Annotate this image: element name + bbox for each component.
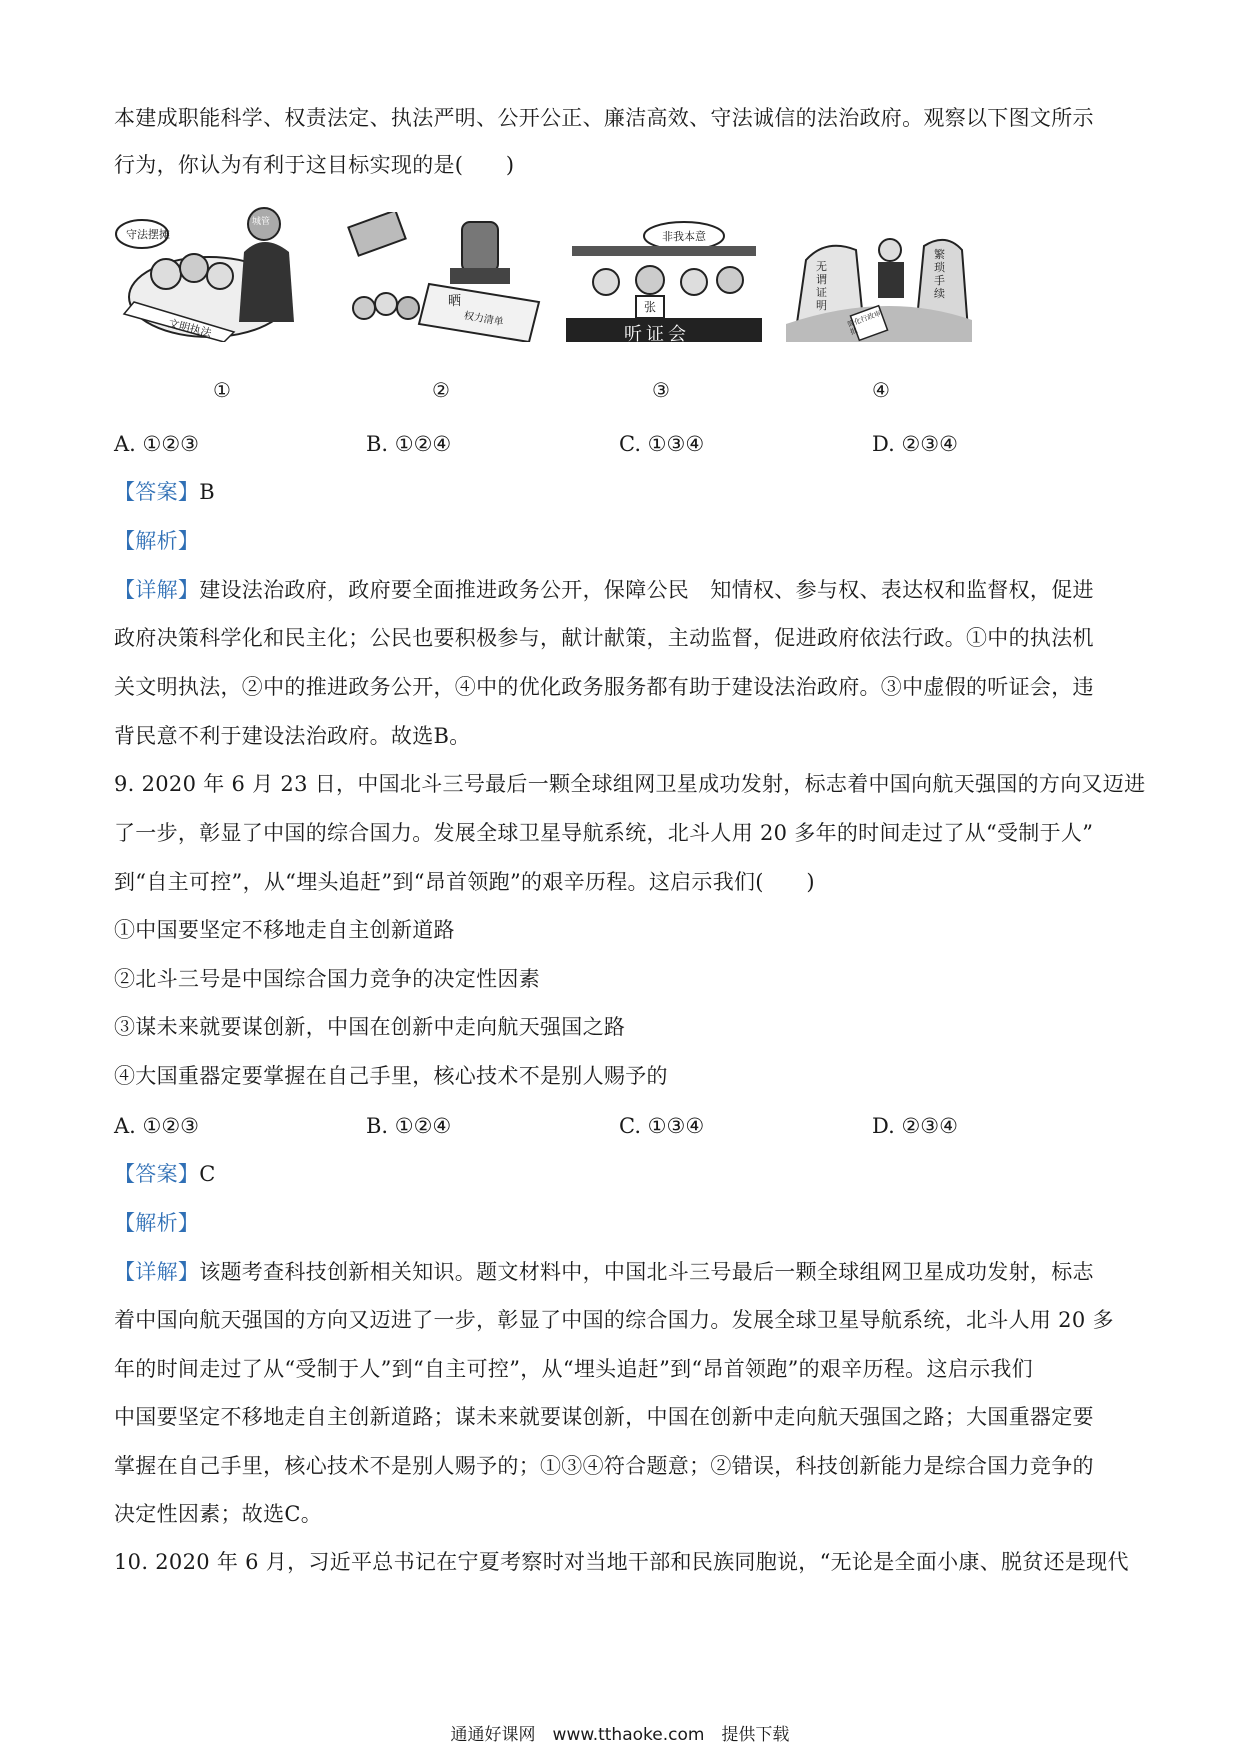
image-1-label-banner: 文明执法 xyxy=(166,316,213,341)
q9-option-d: D. ②③④ xyxy=(872,1114,958,1138)
q8-image-2-caption: ② xyxy=(432,378,450,402)
q9-statement-1: ①中国要坚定不移地走自主创新道路 xyxy=(114,918,455,942)
q9-answer-line xyxy=(114,1160,216,1188)
q8-analysis-tag: 【解析】 xyxy=(114,529,200,553)
image-2-label-sun: 晒 xyxy=(448,294,462,309)
q8-answer-line xyxy=(114,478,215,506)
q9-stem-line-1: 9. 2020 年 6 月 23 日，中国北斗三号最后一颗全球组网卫星成功发射，标志着中国向航天强国的方向又迈进 xyxy=(114,772,1146,796)
q9-answer: C xyxy=(199,1162,216,1186)
q8-option-b: B. ①②④ xyxy=(366,432,452,456)
q9-option-b: B. ①②④ xyxy=(366,1114,452,1138)
q8-detail-tag: 【详解】 xyxy=(114,578,200,602)
q8-image-3-caption: ③ xyxy=(652,378,670,402)
image-3-label-bubble: 非我本意 xyxy=(662,230,706,243)
q9-statement-4: ④大国重器定要掌握在自己手里，核心技术不是别人赐予的 xyxy=(114,1064,668,1088)
image-1-label-sign: 守法摆摊 xyxy=(126,228,170,241)
q8-answer-tag: 【答案】 xyxy=(114,480,200,504)
page-footer: 通通好课网 www.tthaoke.com 提供下载 xyxy=(450,1725,790,1745)
image-3-label-card: 张 xyxy=(644,300,657,314)
q8-detail-line-3: 关文明执法，②中的推进政务公开，④中的优化政务服务都有助于建设法治政府。③中虚假的听证会，违 xyxy=(114,675,1094,699)
image-1-label-cap: 城管 xyxy=(252,217,271,227)
image-4-label-left-rock: 无谓证明 xyxy=(816,260,827,312)
q9-option-a: A. ①②③ xyxy=(114,1114,199,1138)
q9-answer-tag: 【答案】 xyxy=(114,1162,200,1186)
q8-image-4 xyxy=(786,220,972,342)
q8-image-1 xyxy=(114,192,300,342)
q8-stem-line-1: 本建成职能科学、权责法定、执法严明、公开公正、廉洁高效、守法诚信的法治政府。观察以下图文所示 xyxy=(114,106,1094,130)
q9-stem-line-2: 了一步，彰显了中国的综合国力。发展全球卫星导航系统，北斗人用 20 多年的时间走过了从“受制于人” xyxy=(114,821,1094,845)
q8-detail-line-2: 政府决策科学化和民主化；公民也要积极参与，献计献策，主动监督，促进政府依法行政。①中的执法机 xyxy=(114,626,1094,650)
q10-stem-line-1: 10. 2020 年 6 月，习近平总书记在宁夏考察时对当地干部和民族同胞说，“无论是全面小康、脱贫还是现代 xyxy=(114,1550,1129,1574)
q8-answer: B xyxy=(199,480,215,504)
q9-detail-line-1: 【详解】该题考查科技创新相关知识。题文材料中，中国北斗三号最后一颗全球组网卫星成功发射，标志 xyxy=(114,1260,1094,1284)
q8-option-c: C. ①③④ xyxy=(619,432,705,456)
q9-statement-3: ③谋未来就要谋创新，中国在创新中走向航天强国之路 xyxy=(114,1015,626,1039)
q8-image-2 xyxy=(344,212,544,342)
q9-detail-line-3: 年的时间走过了从“受制于人”到“自主可控”，从“埋头追赶”到“昂首领跑”的艰辛历程。这启示我们 xyxy=(114,1357,1033,1381)
q9-detail-line-6: 决定性因素；故选C。 xyxy=(114,1502,323,1526)
q9-detail-line-5: 掌握在自己手里，核心技术不是别人赐予的；①③④符合题意；②错误，科技创新能力是综合国力竞争的 xyxy=(114,1454,1094,1478)
q9-detail-line-2: 着中国向航天强国的方向又迈进了一步，彰显了中国的综合国力。发展全球卫星导航系统，北斗人用 20 多 xyxy=(114,1308,1114,1332)
image-4-label-sign: 简化行政审批 xyxy=(846,309,883,337)
q8-stem-line-2: 行为，你认为有利于这目标实现的是( ) xyxy=(114,153,515,177)
q9-stem-line-3: 到“自主可控”，从“埋头追赶”到“昂首领跑”的艰辛历程。这启示我们( ) xyxy=(114,870,815,894)
q8-option-d: D. ②③④ xyxy=(872,432,958,456)
image-3-label-hearing: 听证会 xyxy=(624,324,690,345)
q9-statement-2: ②北斗三号是中国综合国力竞争的决定性因素 xyxy=(114,967,540,991)
q8-detail-line-4: 背民意不利于建设法治政府。故选B。 xyxy=(114,724,471,748)
image-2-label-list: 权力清单 xyxy=(463,310,505,329)
q9-option-c: C. ①③④ xyxy=(619,1114,705,1138)
q8-image-1-caption: ① xyxy=(213,378,231,402)
q9-analysis-tag: 【解析】 xyxy=(114,1211,200,1235)
q8-image-4-caption: ④ xyxy=(872,378,890,402)
q8-option-a: A. ①②③ xyxy=(114,432,199,456)
q9-detail-tag: 【详解】 xyxy=(114,1260,200,1284)
q9-detail-line-4: 中国要坚定不移地走自主创新道路；谋未来就要谋创新，中国在创新中走向航天强国之路；大国重器定要 xyxy=(114,1405,1094,1429)
q8-detail-line-1: 【详解】建设法治政府，政府要全面推进政务公开，保障公民 知情权、参与权、表达权和监督权，促进 xyxy=(114,578,1094,602)
image-4-label-right-rock: 繁琐手续 xyxy=(934,248,945,300)
q8-image-3 xyxy=(566,210,762,345)
